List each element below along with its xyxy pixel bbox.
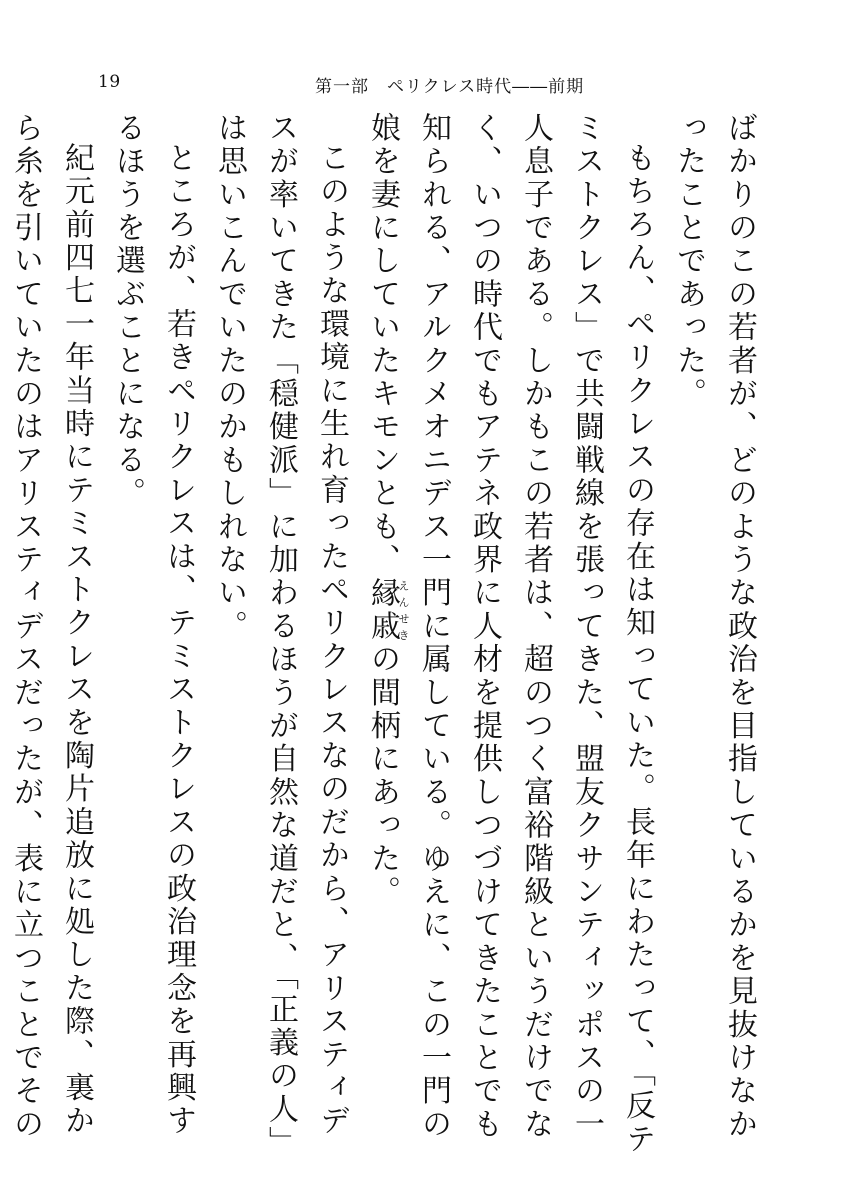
body-text — [8, 112, 765, 1162]
paragraph-2 — [357, 112, 663, 1162]
ruby-enseki — [365, 576, 410, 644]
paragraph-3: このような環境に生れ育ったペリクレスなのだから、アリスティデスが率いてきた「穏健派」に加わるほうが自然な道だと、「正義の人」は思いこんでいたのかもしれない。 — [212, 112, 349, 1160]
ruby-base: 縁戚 — [365, 576, 400, 644]
paragraph-5: 紀元前四七一年当時にテミストクレスを陶片追放に処した際、裏から糸を引いていたのはアリスティデスだったが、表に立つことでその — [8, 112, 94, 1142]
ruby-reading: えんせき — [397, 576, 410, 644]
paragraph-1: ばかりのこの若者が、どのような政治を目指しているかを見抜けなかったことであった。 — [671, 112, 757, 1142]
paragraph-2-tail: の間柄にあった。 — [365, 643, 400, 909]
page-number: 19 — [98, 72, 121, 92]
running-header: 第一部 ペリクレス時代――前期 — [315, 77, 585, 97]
paragraph-2-text: もちろん、ペリクレスの存在は知っていた。長年にわたって、「反テミストクレス」で共闘戦線を張ってきた、盟友クサンティッポスの一人息子である。しかもこの若者は、超のつく富裕階級というだけでなく、いつの時代でもアテネ政界に人材を提供しつづけてきたことでも知られる、アルクメオニデス一門に属している。ゆえに、この一門の娘を妻にしていたキモンとも、 — [365, 112, 655, 1157]
paragraph-4: ところが、若きペリクレスは、テミストクレスの政治理念を再興するほうを選ぶことになる。 — [110, 112, 196, 1138]
